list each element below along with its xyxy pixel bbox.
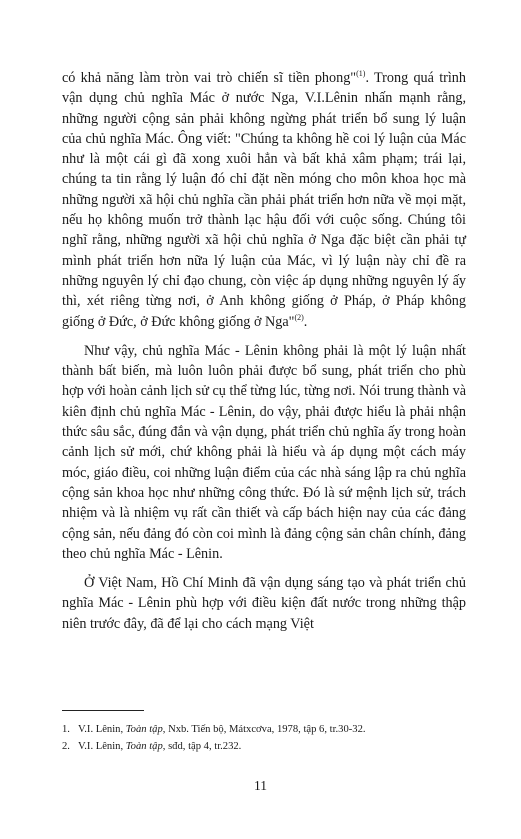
paragraph-1-part-a: có khả năng làm tròn vai trò chiến sĩ tiền phong" (62, 70, 357, 86)
footnote-ref-1: (1) (356, 69, 366, 78)
paragraph-1 (62, 68, 466, 332)
body-text (62, 68, 466, 634)
footnote-details: , Nxb. Tiến bộ, Mátxcơva, 1978, tập 6, tr.30-32. (162, 724, 366, 735)
footnote-details: , sđd, tập 4, tr.232. (162, 740, 242, 752)
footnote-divider (62, 710, 144, 711)
footnote-text (78, 739, 241, 756)
footnote-number: 2. (62, 740, 70, 752)
footnote-number: 1. (62, 724, 70, 735)
paragraph-2: Như vậy, chủ nghĩa Mác - Lênin không phải là một lý luận nhất thành bất biến, mà luôn luôn phải được bổ sung, phát triển cho phù hợp với hoàn cảnh lịch sử cụ thể từng lúc, từng nơi. Nói trung thành và kiên định chủ nghĩa Mác - Lênin, do vậy, phải được hiểu là phải nhận thức sâu sắc, đúng đắn và vận dụng, phát triển chủ nghĩa ấy trong hoàn cảnh lịch sử mới, chứ không phải là hiểu và áp dụng một cách máy móc, giáo điều, coi những luận điểm của các nhà sáng lập ra chủ nghĩa cộng sản khoa học như những công thức. Đó là sứ mệnh lịch sử, trách nhiệm và là nhiệm vụ rất cần thiết và cấp bách hiện nay của các đảng cộng sản, nếu đảng đó còn coi mình là đảng cộng sản chân chính, đảng theo chủ nghĩa Mác - Lênin. (62, 342, 466, 562)
footnote-title: Toàn tập (125, 724, 163, 735)
paragraph-3: Ở Việt Nam, Hồ Chí Minh đã vận dụng sáng tạo và phát triển chủ nghĩa Mác - Lênin phù hợp với điều kiện đất nước trong những thập niên trước đây, đã để lại cho cách mạng Việt (62, 575, 466, 632)
footnotes (62, 722, 466, 755)
footnote-text (78, 722, 366, 739)
footnote-2 (62, 739, 466, 756)
footnote-1 (62, 722, 466, 739)
paragraph-1-part-b: . Trong quá trình vận dụng chủ nghĩa Mác ở nước Nga, V.I.Lênin nhấn mạnh rằng, những người cộng sản phải không ngừng phát triển bổ sung lý luận của chủ nghĩa Mác. Ông viết: "Chúng ta không hề coi lý luận của Mác như là một cái gì đã xong xuôi hẳn và bất khả xâm phạm; trái lại, chúng ta tin rằng lý luận đó chỉ đặt nền móng cho môn khoa học mà những người xã hội chủ nghĩa cần phải phát triển hơn nữa về mọi mặt, nếu họ không muốn trở thành lạc hậu đối với cuộc sống. Chúng tôi nghĩ rằng, những người xã hội chủ nghĩa ở Nga đặc biệt cần phải tự mình phát triển hơn nữa lý luận của Mác, vì lý luận này chỉ đề ra những nguyên lý chỉ đạo chung, còn việc áp dụng những nguyên lý ấy thì, xét riêng từng nơi, ở Anh không giống ở Pháp, ở Pháp không giống ở Đức, ở Đức không giống ở Nga" (62, 70, 466, 330)
footnote-author: V.I. Lênin, (78, 740, 126, 752)
footnote-title: Toàn tập (125, 740, 163, 752)
footnote-ref-2: (2) (294, 312, 304, 322)
paragraph-1-part-c: . (303, 313, 308, 330)
footnote-author: V.I. Lênin, (78, 724, 126, 735)
page-number: 11 (254, 778, 267, 793)
